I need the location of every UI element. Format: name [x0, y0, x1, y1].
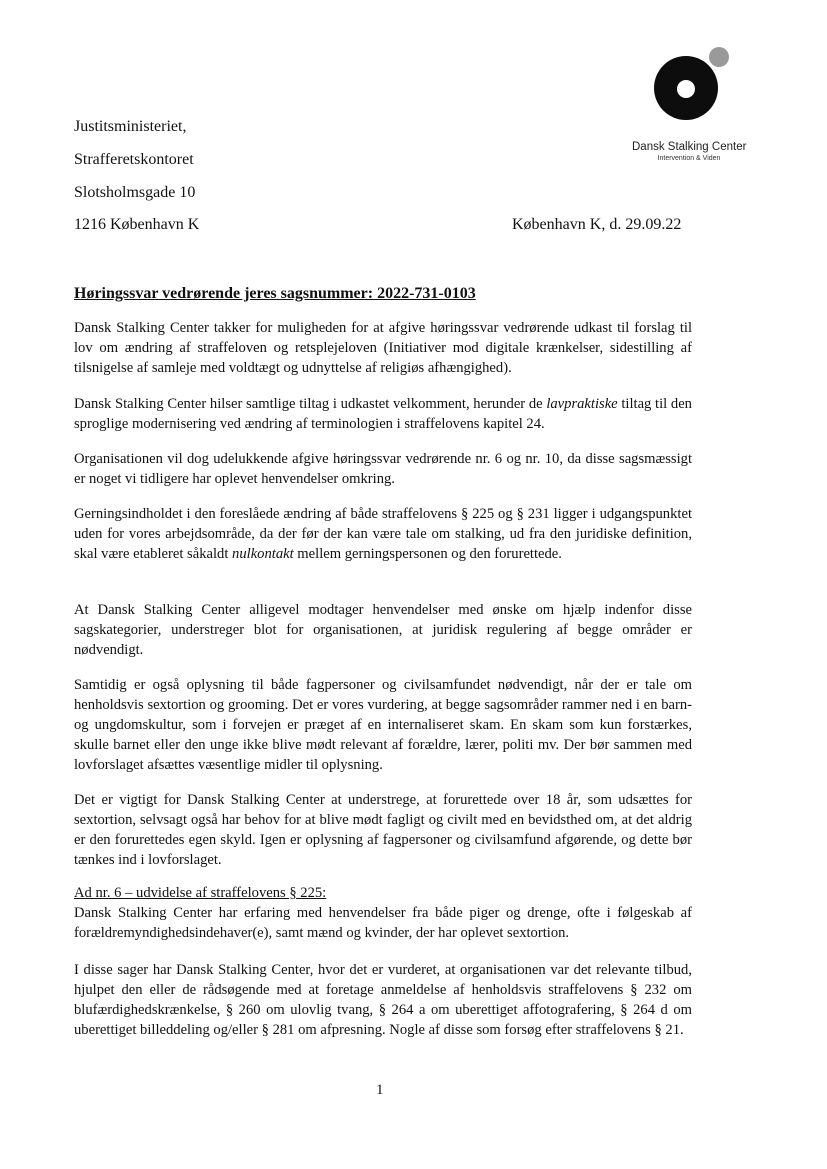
section-nr6-heading: Ad nr. 6 – udvidelse af straffelovens § 225:: [74, 885, 327, 901]
organization-logo: [632, 44, 746, 174]
recipient-city: 1216 København K: [74, 216, 200, 233]
paragraph-scope: Organisationen vil dog udelukkende afgive høringssvar vedrørende nr. 6 og nr. 10, da disse sagsmæssigt er noget vi tidligere har oplevet henvendelser omkring.: [74, 451, 692, 487]
paragraph-intro: Dansk Stalking Center takker for muligheden for at afgive høringssvar vedrørende udkast til forslag til lov om ændring af straffeloven og retsplejeloven (Initiativer mod digitale krænkelser, sidestilling af tilsnigelse af samleje med voldtægt og udnyttelse af religiøs afhængighed).: [74, 320, 692, 376]
paragraph-regulation: At Dansk Stalking Center alligevel modtager henvendelser med ønske om hjælp indenfor disse sagskategorier, understreger blot for organisationen, at juridisk regulering af begge områder er nødvendigt.: [74, 602, 692, 658]
paragraph-welcome-emphasis: lavpraktiske: [546, 396, 618, 412]
paragraph-information: Samtidig er også oplysning til både fagpersoner og civilsamfundet nødvendigt, når der er tale om henholdsvis sextortion og grooming. Det er vores vurdering, at begge sagsområder rammer ned i en barn- og ungdomskultur, som i forvejen er præget af en internaliseret skam. En skam som kun forstærkes, skulle barnet eller den unge ikke blive mødt relevant af forældre, lærer, politi mv. Der bør sammen med lovforslaget afsættes væsentlige midler til oplysning.: [74, 677, 692, 773]
recipient-name: Justitsministeriet,: [74, 118, 187, 135]
recipient-street: Slotsholmsgade 10: [74, 184, 196, 201]
paragraph-definition-text-a: Gerningsindholdet i den foreslåede ændring af både straffelovens § 225 og § 231 ligger i udgangspunktet uden for vores arbejdsområde, da der før der kan være tale om stalking, ud fra den juridiske definition, skal være etableret såkaldt: [74, 506, 692, 562]
logo-name: Dansk Stalking Center: [632, 141, 747, 153]
page-number: 1: [376, 1082, 384, 1098]
paragraph-welcome-text-b: tiltag til den sproglige modernisering ved ændring af terminologien i straffelovens kapitel 24.: [74, 396, 692, 432]
letter-date: København K, d. 29.09.22: [512, 216, 682, 233]
logo-ring-icon: [654, 56, 718, 120]
paragraph-definition: [74, 504, 692, 564]
paragraph-adult-victims: Det er vigtigt for Dansk Stalking Center at understrege, at forurettede over 18 år, som udsættes for sextortion, selvsagt også har behov for at blive mødt fagligt og civilt med en bevidsthed om, at det aldrig er den forurettedes egen skyld. Igen er oplysning af fagpersoner og civilsamfund afgørende, og dette bør tænkes ind i lovforslaget.: [74, 792, 692, 868]
letter-subject: Høringssvar vedrørende jeres sagsnummer: 2022-731-0103: [74, 285, 476, 302]
paragraph-cases: I disse sager har Dansk Stalking Center, hvor det er vurderet, at organisationen var det relevante tilbud, hjulpet den eller de rådsøgende med at foretage anmeldelse af henholdsvis straffelovens § 232 om blufærdighedskrænkelse, § 260 om ulovlig tvang, § 264 a om uberettiget affotografering, § 264 d om uberettiget billeddeling og/eller § 281 om afpresning. Nogle af disse som forsøg efter straffelovens § 21.: [74, 962, 692, 1038]
logo-dot-icon: [709, 47, 729, 67]
section-nr6: [74, 883, 692, 943]
paragraph-definition-text-b: mellem gerningspersonen og den forurettede.: [293, 546, 562, 562]
paragraph-welcome-text-a: Dansk Stalking Center hilser samtlige tiltag i udkastet velkomment, herunder de: [74, 396, 547, 412]
logo-tagline: Intervention & Viden: [657, 155, 721, 162]
paragraph-definition-emphasis: nulkontakt: [232, 546, 294, 562]
paragraph-welcome: [74, 394, 692, 434]
section-nr6-text: Dansk Stalking Center har erfaring med henvendelser fra både piger og drenge, ofte i følgeskab af forældremyndighedsindehaver(e), samt mænd og kvinder, der har oplevet sextortion.: [74, 905, 692, 941]
recipient-department: Strafferetskontoret: [74, 151, 194, 168]
